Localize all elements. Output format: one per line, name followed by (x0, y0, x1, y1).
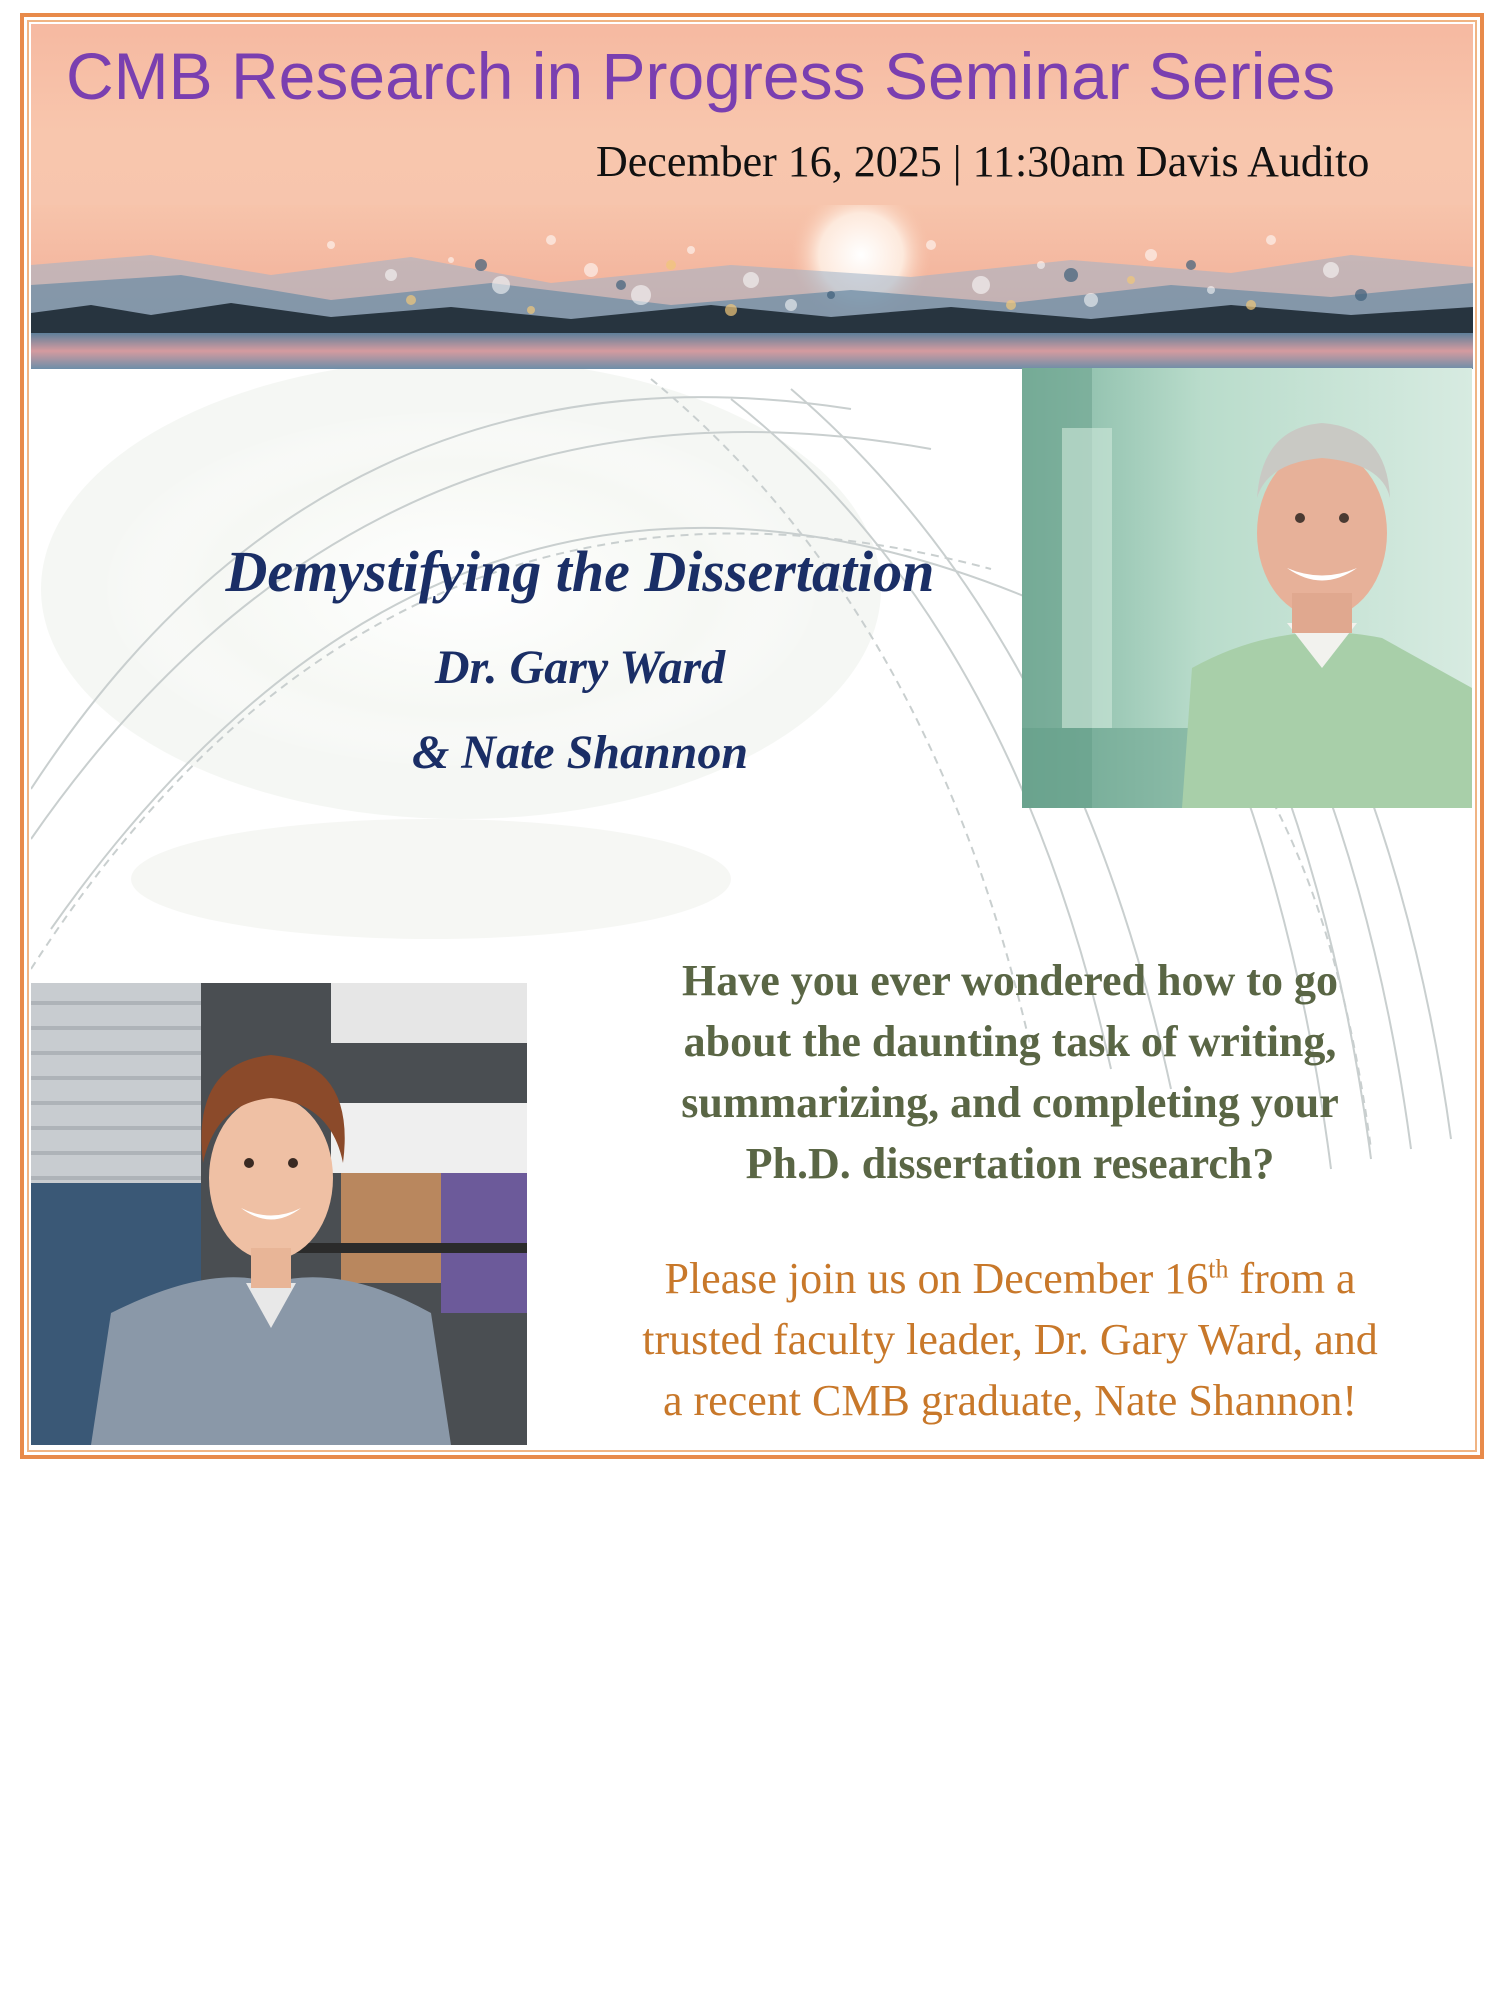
invite-text: from a (1228, 1254, 1356, 1303)
ordinal-suffix: th (1208, 1254, 1229, 1284)
invitation-text (580, 1248, 1440, 1431)
speaker-photo (1022, 368, 1472, 808)
question-line: summarizing, and completing your (681, 1078, 1339, 1127)
landscape-banner (31, 205, 1473, 369)
invite-line (580, 1248, 1440, 1309)
speaker-photo (31, 983, 527, 1445)
speaker-name: Dr. Gary Ward (434, 641, 726, 694)
question-text (600, 950, 1420, 1194)
question-line: Have you ever wondered how to go (682, 956, 1338, 1005)
talk-title: Demystifying the Dissertation (225, 539, 935, 604)
invite-line: a recent CMB graduate, Nate Shannon! (663, 1376, 1357, 1425)
date-time-location: December 16, 2025 | 11:30am Davis Audito (596, 137, 1370, 186)
question-line: about the daunting task of writing, (683, 1017, 1337, 1066)
invite-date-text: Please join us on December 16 (664, 1254, 1209, 1303)
series-title: CMB Research in Progress Seminar Series (66, 39, 1336, 113)
question-line: Ph.D. dissertation research? (745, 1139, 1275, 1188)
speaker-name: & Nate Shannon (411, 726, 749, 779)
invite-line: trusted faculty leader, Dr. Gary Ward, and (642, 1315, 1378, 1364)
